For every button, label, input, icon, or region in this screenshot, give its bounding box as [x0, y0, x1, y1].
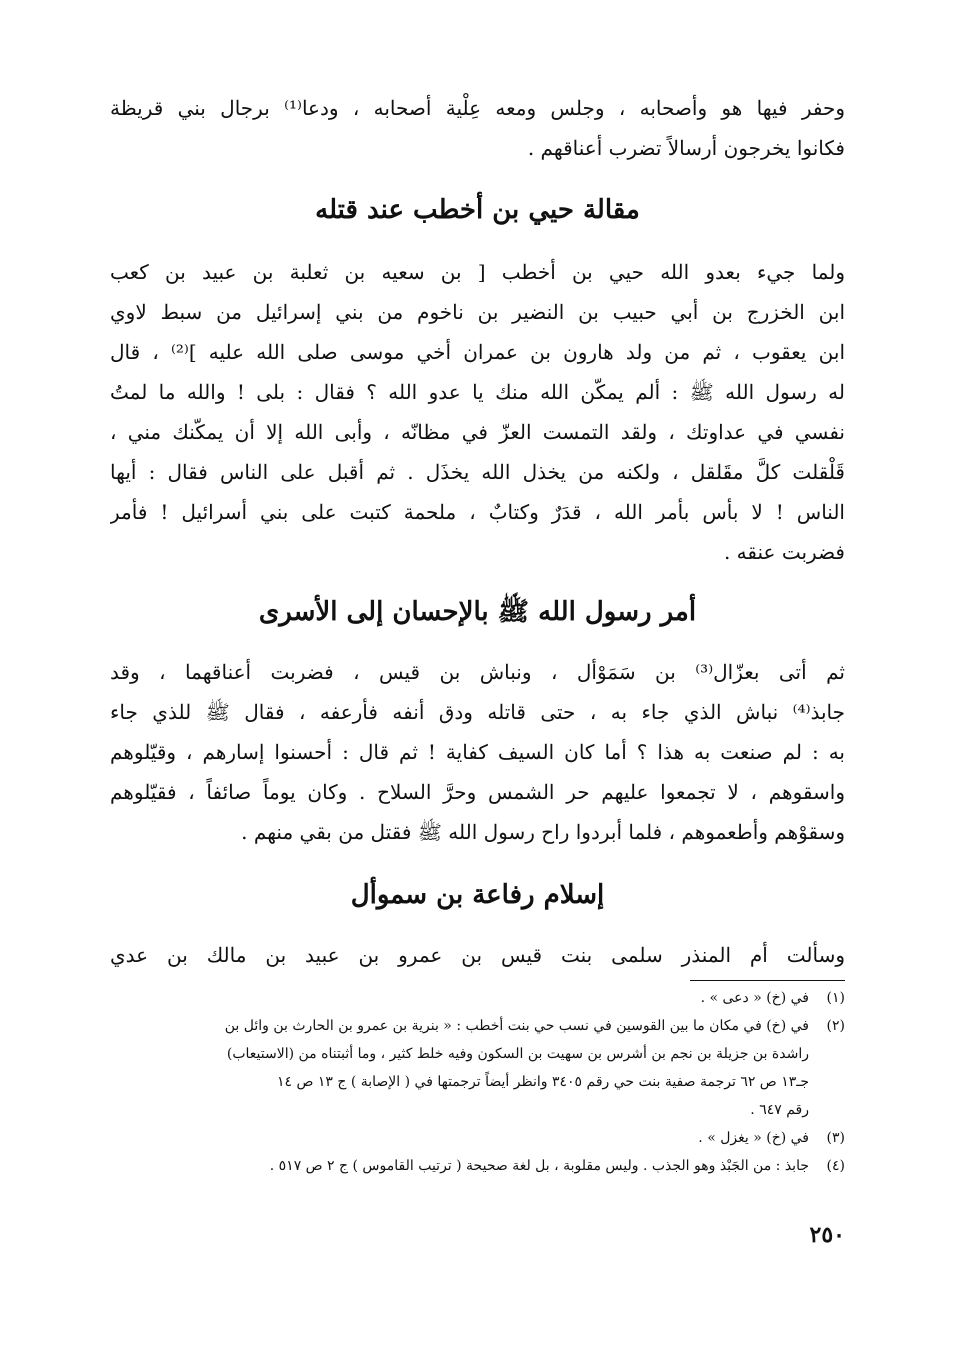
text-line: به : لم صنعت به هذا ؟ أما كان السيف كفاية ! ثم قال : أحسنوا إسارهم ، وقيّلوهم [110, 740, 845, 764]
footnote-text [110, 1012, 809, 1124]
footnote-line: رقم ٦٤٧ . [750, 1102, 809, 1118]
text-line: ثم أتى بعزّال⁽³⁾ بن سَمَوْأل ، ونباش بن قيس ، فضربت أعناقهما ، وقد [110, 660, 845, 684]
footnote-line: راشدة بن جزيلة بن نجم بن أشرس بن سهيت بن السكون وفيه خلط كثير ، وما أثبتناه من (الاستيعاب) [226, 1046, 809, 1062]
section-heading-huyayy: مقالة حيي بن أخطب عند قتله [315, 195, 640, 225]
footnote-2 [110, 1012, 845, 1124]
paragraph-captives [110, 652, 845, 852]
text-line: وسقوْهم وأطعموهم ، فلما أبردوا راح رسول الله ﷺ فقتل من بقي منهم . [241, 820, 845, 844]
footnotes [110, 984, 845, 1180]
footnote-line: جـ١٣ ص ٦٢ ترجمة صفية بنت حي رقم ٣٤٠٥ وانظر أيضاً ترجمتها في ( الإصابة ) ج ١٣ ص ١٤ [276, 1074, 809, 1090]
text-line: الناس ! لا بأس بأمر الله ، قدَرٌ وكتابٌ ، ملحمة كتبت على بني أسرائيل ! فأمر [110, 500, 845, 524]
footnote-number: (٢) [826, 1018, 845, 1034]
paragraph-huyayy [110, 252, 845, 572]
footnote-line: في (خ) « يغزل » . [698, 1130, 809, 1146]
text-line: نفسي في عداوتك ، ولقد التمست العزّ في مظانّه ، وأبى الله إلا أن يمكّنك مني ، [110, 420, 845, 444]
footnote-divider [690, 980, 845, 981]
text-line: ابن يعقوب ، ثم من ولد هارون بن عمران أخي موسى صلى الله عليه ]⁽²⁾ ، قال [110, 340, 845, 364]
footnote-3 [110, 1124, 845, 1152]
text-line: فضربت عنقه . [723, 540, 845, 564]
footnote-line: جابذ : من الجَبْذ وهو الجذب . وليس مقلوبة ، بل لغة صحيحة ( ترتيب القاموس ) ج ٢ ص ٥١٧ . [269, 1158, 809, 1174]
footnote-text [110, 1152, 809, 1180]
text-line: ولما جيء بعدو الله حيي بن أخطب [ بن سعيه بن ثعلبة بن عبيد بن كعب [110, 260, 845, 284]
text-line: فكانوا يخرجون أرسالاً تضرب أعناقهم . [527, 136, 845, 160]
footnote-1 [110, 984, 845, 1012]
text-line: وسألت أم المنذر سلمى بنت قيس بن عمرو بن عبيد بن مالك بن عدي [110, 943, 845, 967]
text-line: ابن الخزرج بن أبي حبيب بن النضير بن ناخوم من بني إسرائيل من سبط لاوي [110, 300, 845, 324]
section-heading-rifaah: إسلام رفاعة بن سموأل [350, 880, 605, 910]
text-line: له رسول الله ﷺ : ألم يمكّن الله منك يا عدو الله ؟ فقال : بلى ! والله ما لمتُ [110, 380, 845, 404]
footnote-number: (١) [826, 990, 845, 1006]
footnote-text [110, 984, 809, 1012]
text-line: واسقوهم ، لا تجمعوا عليهم حر الشمس وحرَّ السلاح . وكان يوماً صائفاً ، فقيّلوهم [110, 780, 845, 804]
footnote-text [110, 1124, 809, 1152]
footnote-line: في (خ) « دعى » . [700, 990, 809, 1006]
text-line: وحفر فيها هو وأصحابه ، وجلس ومعه عِلْية أصحابه ، ودعا⁽¹⁾ برجال بني قريظة [110, 96, 845, 120]
footnote-4 [110, 1152, 845, 1180]
page-number: ٢٥٠ [809, 1222, 845, 1248]
text-line: قَلْقلت كلَّ مقَلقل ، ولكنه من يخذل الله يخذَل . ثم أقبل على الناس فقال : أيها [110, 460, 845, 484]
footnote-number: (٣) [826, 1130, 845, 1146]
section-heading-captives: أمر رسول الله ﷺ بالإحسان إلى الأسرى [258, 597, 697, 627]
paragraph-rifaah [110, 935, 845, 975]
intro-paragraph [110, 88, 845, 168]
footnote-number: (٤) [826, 1158, 845, 1174]
text-line: جابذ⁽⁴⁾ نباش الذي جاء به ، حتى قاتله ودق أنفه فأرعفه ، فقال ﷺ للذي جاء [110, 700, 845, 724]
footnote-line: في (خ) في مكان ما بين القوسين في نسب حي بنت أخطب : « بنرية بن عمرو بن الحارث بن وائل بن [224, 1018, 809, 1034]
